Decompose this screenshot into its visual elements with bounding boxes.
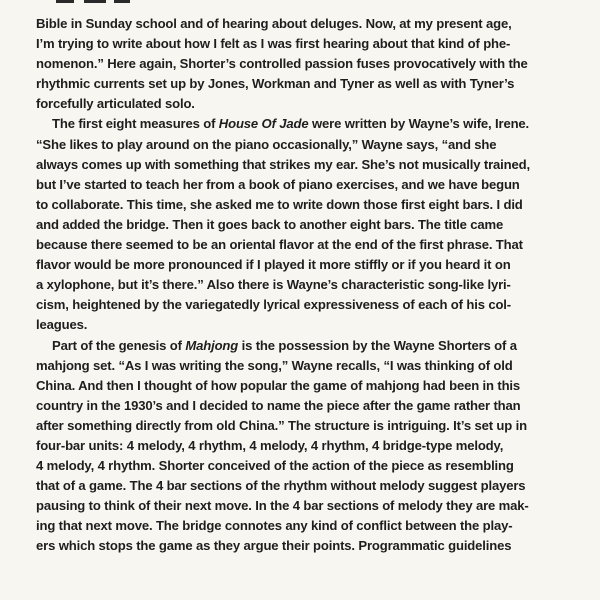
text-line <box>36 215 568 235</box>
text-segment: 4 melody, 4 rhythm. Shorter conceived of the action of the piece as resembling <box>36 458 514 474</box>
text-segment: pausing to think of their next move. In the 4 bar sections of melody they are mak- <box>36 498 529 514</box>
text-line <box>36 496 568 516</box>
text-segment: leagues. <box>36 317 88 333</box>
text-line <box>36 14 568 34</box>
top-edge-mark <box>114 0 130 3</box>
text-segment: forcefully articulated solo. <box>36 96 195 112</box>
text-segment: I’m trying to write about how I felt as I was first hearing about that kind of phe- <box>36 36 511 52</box>
text-line <box>36 54 568 74</box>
text-segment: were written by Wayne’s wife, Irene. <box>308 116 530 132</box>
text-segment: ers which stops the game as they argue their points. Programmatic guidelines <box>36 538 512 554</box>
text-line <box>36 255 568 275</box>
text-line <box>36 175 568 195</box>
text-segment: China. And then I thought of how popular the game of mahjong had been in this <box>36 377 521 393</box>
text-segment: flavor would be more pronounced if I played it more stiffly or if you heard it on <box>36 257 511 273</box>
text-line <box>36 94 568 114</box>
text-line <box>36 356 568 376</box>
text-line <box>36 476 568 496</box>
text-line <box>36 456 568 476</box>
text-segment: four-bar units: 4 melody, 4 rhythm, 4 melody, 4 rhythm, 4 bridge-type melody, <box>36 437 504 453</box>
text-line <box>36 436 568 456</box>
text-segment: ing that next move. The bridge connotes any kind of conflict between the play- <box>36 518 513 534</box>
text-segment: rhythmic currents set up by Jones, Workman and Tyner as well as with Tyner’s <box>36 76 515 92</box>
title-italic: House Of Jade <box>218 116 309 132</box>
text-segment: a xylophone, but it’s there.” Also there is Wayne’s characteristic song-like lyri- <box>36 277 511 293</box>
text-segment: but I’ve started to teach her from a book of piano exercises, and we have begun <box>36 176 520 192</box>
text-segment: is the possession by the Wayne Shorters of a <box>238 337 517 353</box>
text-segment: Part of the genesis of <box>52 337 186 353</box>
text-segment: always comes up with something that strikes my ear. She’s not musically trained, <box>36 156 530 172</box>
text-segment: “She likes to play around on the piano occasionally,” Wayne says, “and she <box>36 136 497 152</box>
top-edge-mark <box>84 0 106 3</box>
paragraph-first-line <box>36 114 568 134</box>
text-line <box>36 275 568 295</box>
text-segment: The first eight measures of <box>52 116 219 132</box>
text-segment: that of a game. The 4 bar sections of the rhythm without melody suggest players <box>36 478 526 494</box>
text-segment: mahjong set. “As I was writing the song,” Wayne recalls, “I was thinking of old <box>36 357 513 373</box>
text-segment: to collaborate. This time, she asked me to write down those first eight bars. I did <box>36 196 523 212</box>
text-line <box>36 295 568 315</box>
text-line <box>36 74 568 94</box>
text-segment: cism, heightened by the variegatedly lyrical expressiveness of each of his col- <box>36 297 511 313</box>
text-line <box>36 516 568 536</box>
text-line <box>36 315 568 335</box>
text-segment: nomenon.” Here again, Shorter’s controlled passion fuses provocatively with the <box>36 56 528 72</box>
top-edge-mark <box>56 0 74 3</box>
text-segment: and added the bridge. Then it goes back to another eight bars. The title came <box>36 216 504 232</box>
text-line <box>36 416 568 436</box>
text-line <box>36 376 568 396</box>
text-segment: after something directly from old China.” The structure is intriguing. It’s set up in <box>36 417 527 433</box>
text-line <box>36 396 568 416</box>
title-italic: Mahjong <box>185 337 239 353</box>
text-segment: Bible in Sunday school and of hearing about deluges. Now, at my present age, <box>36 16 512 31</box>
text-line <box>36 135 568 155</box>
body-text <box>36 14 568 557</box>
text-segment: because there seemed to be an oriental flavor at the end of the first phrase. That <box>36 237 523 253</box>
text-segment: country in the 1930’s and I decided to name the piece after the game rather than <box>36 397 521 413</box>
top-edge-marks <box>56 0 176 4</box>
paragraph-first-line <box>36 336 568 356</box>
text-line <box>36 235 568 255</box>
text-line <box>36 34 568 54</box>
text-line <box>36 536 568 556</box>
text-line <box>36 195 568 215</box>
text-line <box>36 155 568 175</box>
